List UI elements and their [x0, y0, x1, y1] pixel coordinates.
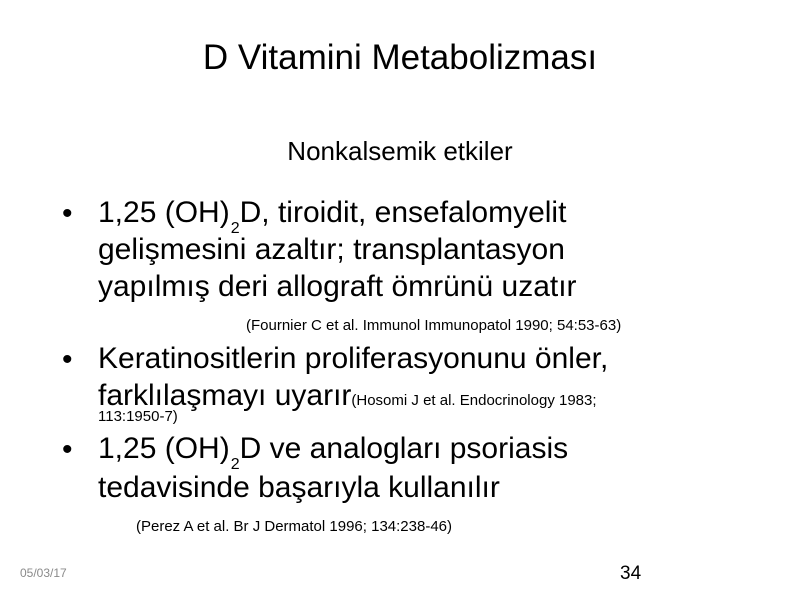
bullet-3-line-2: tedavisinde başarıyla kullanılır — [98, 471, 500, 504]
bullet-2-line-1: Keratinositlerin proliferasyonunu önler, — [98, 342, 609, 375]
bullet-marker: • — [62, 343, 73, 376]
bullet-2-citation-cont: 113:1950-7) — [98, 408, 178, 425]
bullet-1-prefix: 1,25 (OH) — [98, 196, 230, 229]
bullet-1-line-2: gelişmesini azaltır; transplantasyon — [98, 233, 565, 266]
page-number: 34 — [620, 563, 642, 584]
bullet-1-line-3: yapılmış deri allograft ömrünü uzatır — [98, 270, 577, 303]
bullet-1-subscript: 2 — [230, 220, 239, 237]
slide-subtitle: Nonkalsemik etkiler — [287, 136, 513, 166]
bullet-1-rest: D, tiroidit, ensefalomyelit — [239, 196, 567, 229]
bullet-3-prefix: 1,25 (OH) — [98, 432, 230, 465]
bullet-marker: • — [62, 433, 73, 466]
bullet-marker: • — [62, 197, 73, 230]
slide-title: D Vitamini Metabolizması — [202, 38, 598, 77]
bullet-2-citation: (Hosomi J et al. Endocrinology 1983; — [351, 392, 597, 409]
bullet-2-text: farklılaşmayı uyarır — [98, 379, 352, 412]
bullet-1-line-1 — [98, 194, 566, 236]
bullet-1-citation: (Fournier C et al. Immunol Immunopatol 1990; 54:53-63) — [246, 317, 622, 334]
footer-date: 05/03/17 — [20, 566, 67, 580]
bullet-3-subscript: 2 — [230, 456, 239, 473]
bullet-3-line-1 — [98, 430, 568, 472]
bullet-3-citation: (Perez A et al. Br J Dermatol 1996; 134:238-46) — [136, 518, 453, 535]
bullet-3-rest: D ve analogları psoriasis — [239, 432, 569, 465]
